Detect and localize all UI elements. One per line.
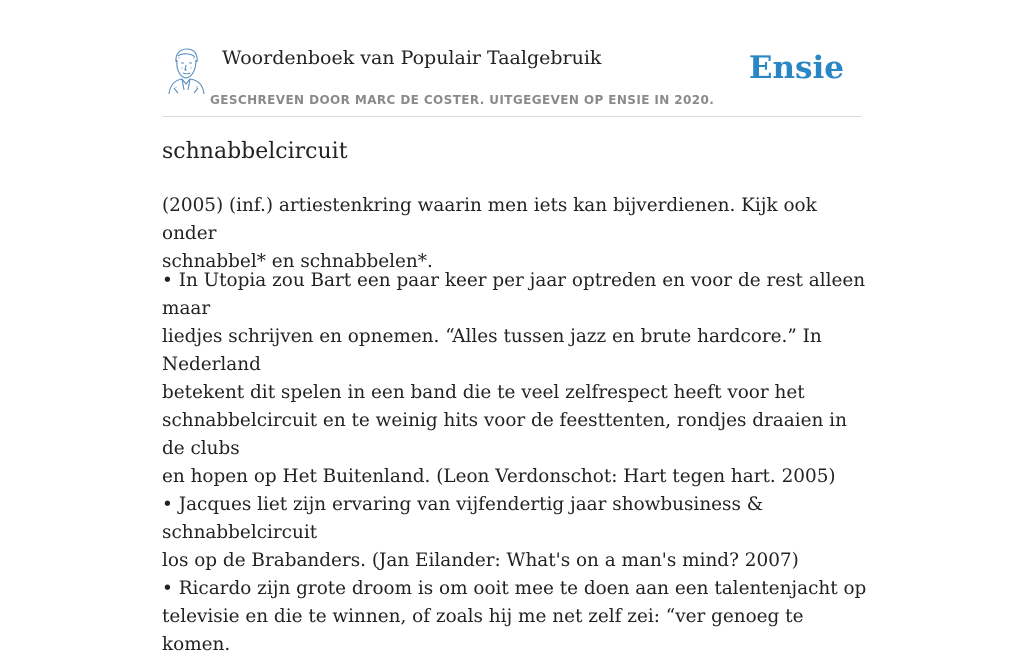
quote-item: • Jacques liet zijn ervaring van vijfendertig jaar showbusiness & schnabbelcircuit los op de Brabanders. (Jan Eilander: What's on a man's mind? 2007) bbox=[162, 494, 799, 571]
quote-item: • Ricardo zijn grote droom is om ooit mee te doen aan een talentenjacht op televisie en die te winnen, of zoals hij me net zelf zei: “ver genoeg te komen. bbox=[162, 578, 867, 655]
book-meta: GESCHREVEN DOOR MARC DE COSTER. UITGEGEVEN OP ENSIE IN 2020. bbox=[210, 93, 715, 107]
author-portrait-icon bbox=[164, 46, 208, 96]
entry-headword: schnabbelcircuit bbox=[162, 139, 348, 164]
dictionary-header bbox=[162, 42, 862, 117]
book-title[interactable]: Woordenboek van Populair Taalgebruik bbox=[222, 47, 602, 69]
ensie-logo[interactable]: Ensie bbox=[748, 50, 844, 86]
quote-item: • In Utopia zou Bart een paar keer per jaar optreden en voor de rest alleen maar liedjes schrijven en opnemen. “Alles tussen jazz en brute hardcore.” In Nederland betekent dit spelen in een band die te veel zelfrespect heeft voor het schnabbelcircuit en te weinig hits voor de feesttenten, rondjes draaien in de clubs en hopen op Het Buitenland. (Leon Verdonschot: Hart tegen hart. 2005) bbox=[162, 270, 866, 487]
entry-definition: (2005) (inf.) artiestenkring waarin men iets kan bijverdienen. Kijk ook onder schnabbel* en schnabbelen*. bbox=[162, 195, 817, 272]
entry-quotes bbox=[162, 267, 872, 659]
